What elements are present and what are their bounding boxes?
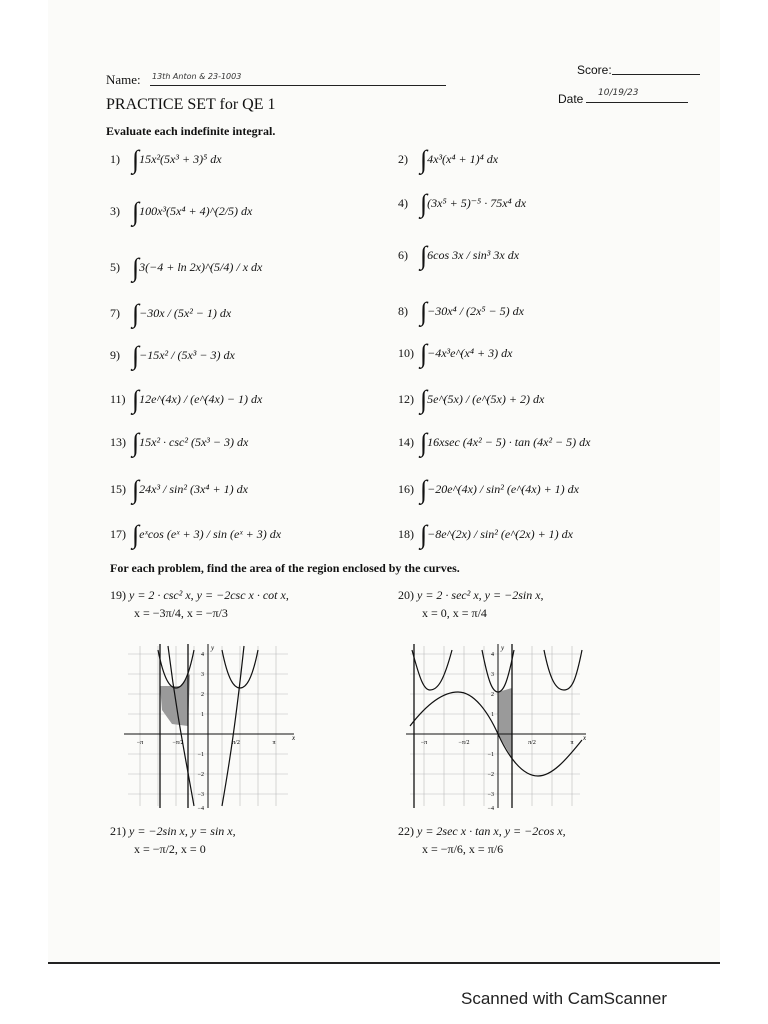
x-axis-label: x <box>583 734 587 742</box>
integral-sign: ∫ <box>420 297 428 326</box>
grid-lines <box>410 646 580 806</box>
problem-number: 12) <box>398 391 414 406</box>
problem-number: 14) <box>398 434 414 449</box>
x-tick-label: −π <box>136 740 144 746</box>
problem-number: 16) <box>398 481 414 496</box>
problem-number: 17) <box>110 526 126 541</box>
instruction-areas: For each problem, find the area of the region enclosed by the curves. <box>110 561 460 575</box>
problem-10 <box>398 339 513 368</box>
problem-expression: 16xsec (4x² − 5) · tan (4x² − 5) dx <box>427 434 591 449</box>
problem-number: 4) <box>398 195 408 210</box>
sec-squared-curve-left <box>412 650 452 690</box>
integral-sign: ∫ <box>132 341 140 370</box>
csc-cot-curve-right <box>222 646 244 806</box>
integral-sign: ∫ <box>420 520 428 549</box>
problem-number: 9) <box>110 347 120 362</box>
y-tick-label: −1 <box>487 752 494 758</box>
y-tick-label: −3 <box>197 792 204 798</box>
x-tick-label: π <box>570 740 574 746</box>
integral-sign: ∫ <box>132 253 140 282</box>
integral-sign: ∫ <box>420 475 428 504</box>
problem-expression: 24x³ / sin² (3x⁴ + 1) dx <box>139 481 248 496</box>
problem-number: 7) <box>110 305 120 320</box>
problem-expression: 6cos 3x / sin³ 3x dx <box>427 247 520 262</box>
y-tick-label: −4 <box>487 806 494 812</box>
graph-problem-20 <box>400 640 590 812</box>
area-problem-21 <box>110 822 236 858</box>
problem-6 <box>398 241 520 270</box>
problem-expression: −30x⁴ / (2x⁵ − 5) dx <box>427 303 524 318</box>
csc-cot-curve-left <box>168 646 194 806</box>
problem-16 <box>398 475 579 504</box>
problem-15 <box>110 475 248 504</box>
problem-expression: 15x²(5x³ + 3)⁵ dx <box>139 151 222 166</box>
problem-expression: −30x / (5x² − 1) dx <box>139 305 232 320</box>
name-handwritten: 13th Anton & 23-1003 <box>152 72 242 81</box>
y-tick-label: 4 <box>491 652 494 658</box>
y-axis-label: y <box>501 644 505 652</box>
problem-expression: −20e^(4x) / sin² (e^(4x) + 1) dx <box>427 481 579 496</box>
integral-sign: ∫ <box>420 428 428 457</box>
problem-number: 20) <box>398 588 414 602</box>
curves-expression: y = −2sin x, y = sin x, <box>129 824 236 838</box>
problem-number: 6) <box>398 247 408 262</box>
integral-sign: ∫ <box>420 385 428 414</box>
problem-number: 1) <box>110 151 120 166</box>
problem-number: 5) <box>110 259 120 274</box>
integral-sign: ∫ <box>420 189 428 218</box>
integral-sign: ∫ <box>132 475 140 504</box>
problem-number: 8) <box>398 303 408 318</box>
problem-18 <box>398 520 573 549</box>
problem-11 <box>110 385 263 414</box>
integral-sign: ∫ <box>420 145 428 174</box>
problem-3 <box>110 197 253 226</box>
scan-edge-line <box>48 962 720 964</box>
area-problem-22 <box>398 822 566 858</box>
integral-sign: ∫ <box>420 339 428 368</box>
graph-problem-19 <box>118 640 298 812</box>
x-tick-label: π/2 <box>528 740 536 746</box>
problem-14 <box>398 428 591 457</box>
problem-expression: −8e^(2x) / sin² (e^(2x) + 1) dx <box>427 526 573 541</box>
integral-sign: ∫ <box>132 299 140 328</box>
x-tick-label: −π/2 <box>458 740 470 746</box>
problem-expression: 100x³(5x⁴ + 4)^(2/5) dx <box>139 203 253 218</box>
integral-sign: ∫ <box>132 428 140 457</box>
y-tick-label: 3 <box>491 672 494 678</box>
curves-expression: y = 2 · sec² x, y = −2sin x, <box>417 588 544 602</box>
problem-expression: (3x⁵ + 5)⁻⁵ · 75x⁴ dx <box>427 195 527 210</box>
integral-sign: ∫ <box>132 145 140 174</box>
problem-expression: 4x³(x⁴ + 1)⁴ dx <box>427 151 499 166</box>
date-label: Date <box>558 92 584 106</box>
problem-5 <box>110 253 263 282</box>
problem-expression: −15x² / (5x³ − 3) dx <box>139 347 235 362</box>
integral-sign: ∫ <box>132 197 140 226</box>
problem-8 <box>398 297 524 326</box>
problem-number: 22) <box>398 824 414 838</box>
curves-expression: y = 2sec x · tan x, y = −2cos x, <box>417 824 566 838</box>
problem-expression: 5e^(5x) / (e^(5x) + 2) dx <box>427 391 545 406</box>
problem-4 <box>398 189 527 218</box>
bounds-expression: x = 0, x = π/4 <box>422 606 487 620</box>
problem-17 <box>110 520 282 549</box>
problem-number: 21) <box>110 824 126 838</box>
y-axis-label: y <box>211 644 215 652</box>
y-tick-label: 2 <box>201 692 204 698</box>
problem-number: 11) <box>110 391 126 406</box>
instruction-integrals: Evaluate each indefinite integral. <box>106 124 276 138</box>
x-tick-label: π <box>272 740 276 746</box>
problem-13 <box>110 428 249 457</box>
name-underline <box>150 85 446 86</box>
integral-sign: ∫ <box>132 520 140 549</box>
sec-squared-curve-right <box>544 650 582 690</box>
y-tick-label: −2 <box>197 772 204 778</box>
y-tick-label: −3 <box>487 792 494 798</box>
problem-expression: −4x³e^(x⁴ + 3) dx <box>427 345 513 360</box>
problem-2 <box>398 145 499 174</box>
problem-number: 15) <box>110 481 126 496</box>
problem-12 <box>398 385 545 414</box>
problem-1 <box>110 145 222 174</box>
area-problem-19 <box>110 586 289 622</box>
problem-number: 3) <box>110 203 120 218</box>
score-underline <box>612 74 700 75</box>
date-handwritten: 10/19/23 <box>598 88 639 98</box>
name-label: Name: <box>106 72 141 87</box>
problem-expression: eˣcos (eˣ + 3) / sin (eˣ + 3) dx <box>139 526 282 541</box>
date-underline <box>586 102 688 103</box>
problem-expression: 15x² · csc² (5x³ − 3) dx <box>139 434 249 449</box>
y-tick-label: 3 <box>201 672 204 678</box>
x-tick-label: π/2 <box>232 740 240 746</box>
curves-expression: y = 2 · csc² x, y = −2csc x · cot x, <box>129 588 289 602</box>
problem-number: 18) <box>398 526 414 541</box>
problem-expression: 3(−4 + ln 2x)^(5/4) / x dx <box>139 259 263 274</box>
y-tick-label: 2 <box>491 692 494 698</box>
page-title: PRACTICE SET for QE 1 <box>106 96 276 113</box>
y-tick-label: 1 <box>201 712 204 718</box>
scanner-footer: Scanned with CamScanner <box>461 989 668 1008</box>
problem-number: 10) <box>398 345 414 360</box>
bounds-expression: x = −π/2, x = 0 <box>134 842 206 856</box>
problem-9 <box>110 341 235 370</box>
y-tick-label: −1 <box>197 752 204 758</box>
integral-sign: ∫ <box>132 385 140 414</box>
problem-number: 19) <box>110 588 126 602</box>
x-tick-label: −π <box>420 740 428 746</box>
area-problem-20 <box>398 586 544 622</box>
x-axis-label: x <box>292 734 296 742</box>
y-tick-label: 1 <box>491 712 494 718</box>
integral-sign: ∫ <box>420 241 428 270</box>
y-tick-label: −4 <box>197 806 204 812</box>
x-tick-label: −π/2 <box>172 740 184 746</box>
problem-number: 2) <box>398 151 408 166</box>
y-tick-label: 4 <box>201 652 204 658</box>
score-label: Score: <box>577 63 612 77</box>
y-tick-label: −2 <box>487 772 494 778</box>
problem-7 <box>110 299 232 328</box>
bounds-expression: x = −π/6, x = π/6 <box>422 842 504 856</box>
problem-number: 13) <box>110 434 126 449</box>
problem-expression: 12e^(4x) / (e^(4x) − 1) dx <box>139 391 263 406</box>
shaded-region <box>160 674 190 726</box>
bounds-expression: x = −3π/4, x = −π/3 <box>134 606 228 620</box>
